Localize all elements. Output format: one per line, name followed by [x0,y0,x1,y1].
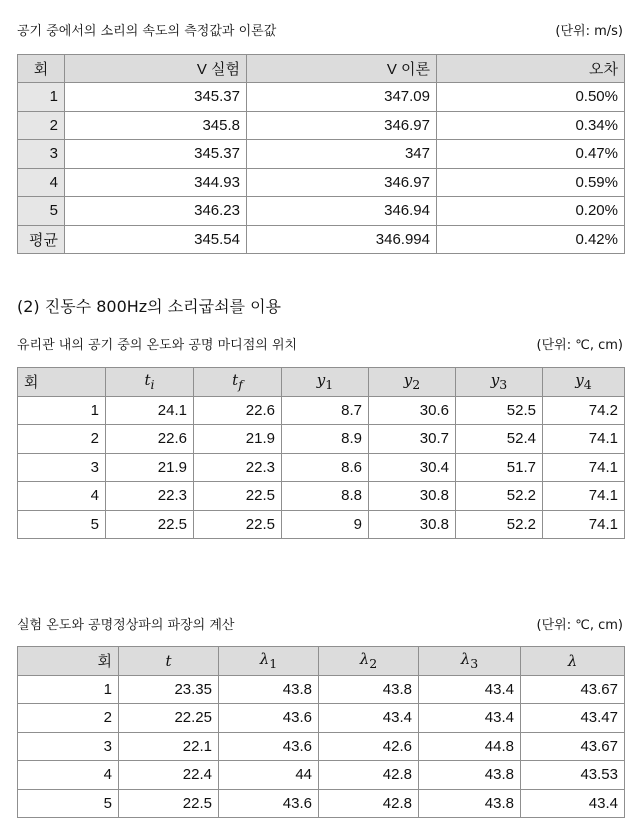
table-cell: 30.7 [369,425,456,454]
table-cell: 347 [247,140,437,169]
table-cell: 345.54 [65,225,247,254]
table-cell: 43.53 [521,761,625,790]
table-cell: 346.994 [247,225,437,254]
table-cell: 344.93 [65,168,247,197]
column-header: t [119,647,219,676]
table3-unit: (단위: ℃, cm) [536,618,623,633]
row-index: 5 [18,510,106,539]
table-cell: 42.8 [319,789,419,818]
row-index: 4 [18,168,65,197]
table-cell: 9 [282,510,369,539]
column-header: 회 [18,55,65,83]
column-header: $y_2$ [369,368,456,397]
table-cell: 43.4 [419,704,521,733]
table3-caption-row [17,614,623,633]
table-cell: 42.8 [319,761,419,790]
table-row [18,425,625,454]
table-cell: 22.5 [106,510,194,539]
table1-caption-row [17,20,623,39]
table-cell: 74.1 [543,425,625,454]
column-header: $y_3$ [456,368,543,397]
table-cell: 43.67 [521,675,625,704]
column-header: $y_1$ [282,368,369,397]
column-header: 오차 [437,55,625,83]
column-header: V 실험 [65,55,247,83]
table-row [18,789,625,818]
table2-unit: (단위: ℃, cm) [536,338,623,353]
table-cell: 8.9 [282,425,369,454]
column-header: 회 [18,368,106,397]
table-cell: 43.67 [521,732,625,761]
column-header: $t_i$ [106,368,194,397]
table-row [18,732,625,761]
row-index: 2 [18,704,119,733]
speed-of-sound-table [17,54,625,254]
table-cell: 8.7 [282,396,369,425]
table-cell: 52.2 [456,510,543,539]
table-row [18,675,625,704]
table-cell: 43.6 [219,789,319,818]
column-header: $t_f$ [194,368,282,397]
table-cell: 52.5 [456,396,543,425]
table-row [18,510,625,539]
table-cell: 44 [219,761,319,790]
table-row [18,140,625,169]
table-header-row [18,55,625,83]
table-cell: 44.8 [419,732,521,761]
table-cell: 21.9 [106,453,194,482]
table-cell: 0.47% [437,140,625,169]
table-row-average [18,225,625,254]
column-header: λ [521,647,625,676]
table-cell: 22.6 [194,396,282,425]
table-row [18,396,625,425]
row-index: 2 [18,111,65,140]
row-index: 평균 [18,225,65,254]
table-cell: 346.97 [247,111,437,140]
table-cell: 0.34% [437,111,625,140]
table-cell: 22.6 [106,425,194,454]
table-row [18,453,625,482]
table-cell: 74.1 [543,482,625,511]
column-header: $\lambda_2$ [319,647,419,676]
table-cell: 22.3 [106,482,194,511]
table-cell: 23.35 [119,675,219,704]
table-cell: 43.8 [319,675,419,704]
table-row [18,111,625,140]
table-cell: 0.50% [437,83,625,112]
table-cell: 346.97 [247,168,437,197]
resonance-node-table [17,367,625,539]
table-cell: 347.09 [247,83,437,112]
column-header: V 이론 [247,55,437,83]
table-cell: 22.5 [194,510,282,539]
table-cell: 51.7 [456,453,543,482]
table-cell: 22.3 [194,453,282,482]
table-cell: 30.4 [369,453,456,482]
section-heading: (2) 진동수 800Hz의 소리굽쇠를 이용 [17,297,281,316]
table-cell: 22.1 [119,732,219,761]
column-header: $\lambda_3$ [419,647,521,676]
row-index: 5 [18,789,119,818]
row-index: 2 [18,425,106,454]
table-cell: 43.4 [319,704,419,733]
table-cell: 74.1 [543,510,625,539]
table-cell: 43.8 [219,675,319,704]
table-cell: 22.5 [194,482,282,511]
table-cell: 345.37 [65,83,247,112]
table-cell: 24.1 [106,396,194,425]
table-cell: 43.6 [219,732,319,761]
table-cell: 22.25 [119,704,219,733]
table-cell: 43.8 [419,789,521,818]
table-row [18,83,625,112]
table-cell: 346.23 [65,197,247,226]
wavelength-table [17,646,625,818]
table-cell: 0.42% [437,225,625,254]
table-cell: 43.6 [219,704,319,733]
table-row [18,197,625,226]
row-index: 1 [18,675,119,704]
table-cell: 43.47 [521,704,625,733]
table-cell: 30.8 [369,510,456,539]
table-cell: 0.20% [437,197,625,226]
row-index: 1 [18,83,65,112]
row-index: 4 [18,482,106,511]
table-cell: 74.1 [543,453,625,482]
table1-unit: (단위: m/s) [555,24,623,39]
row-index: 3 [18,453,106,482]
table-cell: 8.8 [282,482,369,511]
table-row [18,482,625,511]
table-cell: 52.2 [456,482,543,511]
table-cell: 21.9 [194,425,282,454]
table-row [18,704,625,733]
table-cell: 8.6 [282,453,369,482]
table-cell: 0.59% [437,168,625,197]
table-row [18,761,625,790]
table-cell: 52.4 [456,425,543,454]
table-cell: 74.2 [543,396,625,425]
row-index: 5 [18,197,65,226]
row-index: 3 [18,140,65,169]
table-cell: 43.8 [419,761,521,790]
row-index: 3 [18,732,119,761]
row-index: 1 [18,396,106,425]
table1-caption: 공기 중에서의 소리의 속도의 측정값과 이론값 [17,24,277,39]
table-cell: 345.8 [65,111,247,140]
table-cell: 30.8 [369,482,456,511]
table-cell: 22.4 [119,761,219,790]
table-cell: 42.6 [319,732,419,761]
table3-caption: 실험 온도와 공명정상파의 파장의 계산 [17,618,235,633]
table-cell: 346.94 [247,197,437,226]
table-header-row [18,368,625,397]
table2-caption-row [17,334,623,353]
table-cell: 43.4 [521,789,625,818]
column-header: $y_4$ [543,368,625,397]
row-index: 4 [18,761,119,790]
table-cell: 345.37 [65,140,247,169]
column-header: 회 [18,647,119,676]
table-cell: 30.6 [369,396,456,425]
table-row [18,168,625,197]
table2-caption: 유리관 내의 공기 중의 온도와 공명 마디점의 위치 [17,338,298,353]
table-header-row [18,647,625,676]
table-cell: 43.4 [419,675,521,704]
column-header: $\lambda_1$ [219,647,319,676]
table-cell: 22.5 [119,789,219,818]
